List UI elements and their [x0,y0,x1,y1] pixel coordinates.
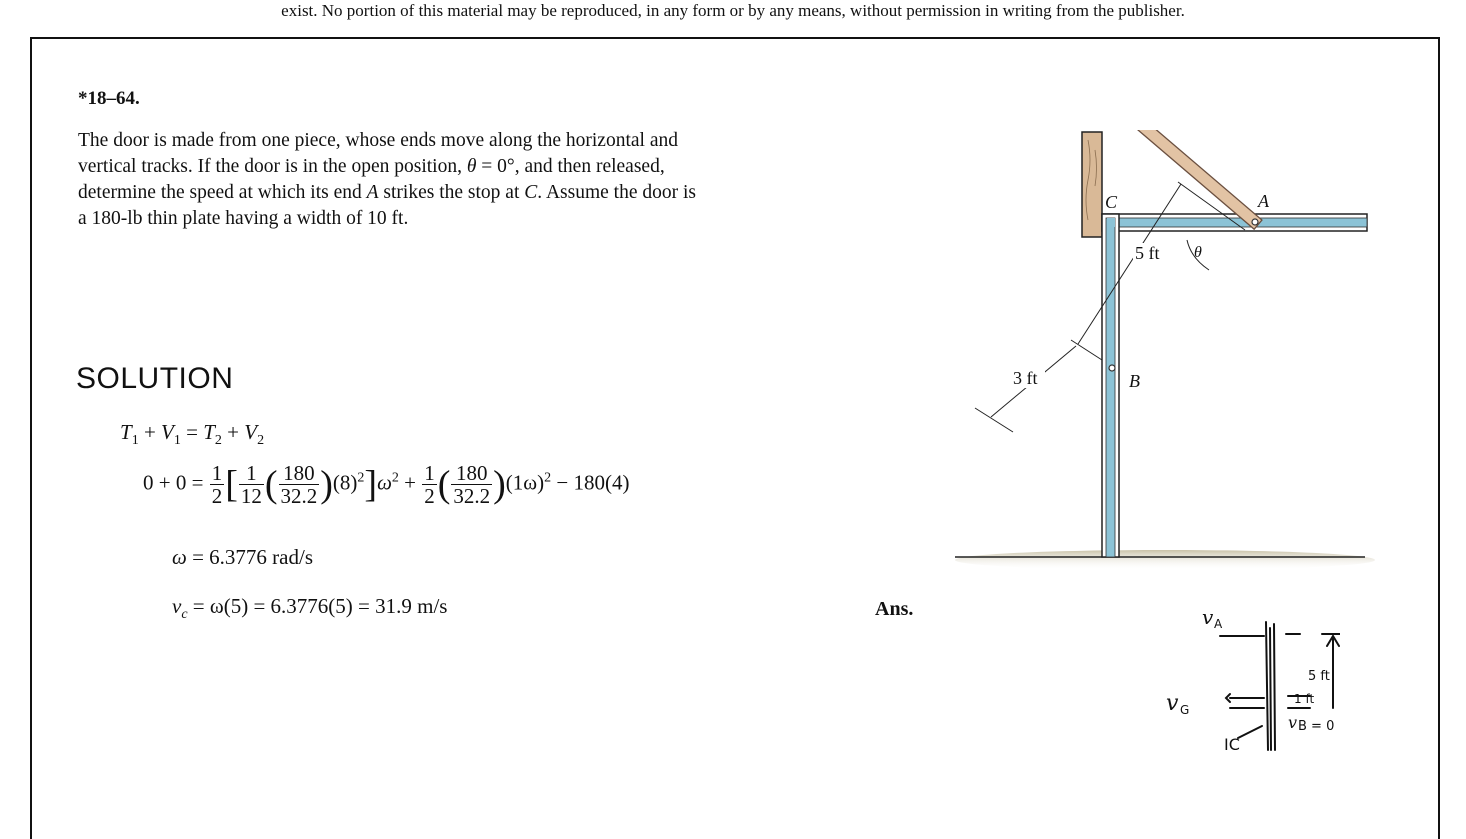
fraction [422,462,437,507]
theta-symbol: θ [466,156,477,177]
sketch-ic: IC [1224,735,1240,754]
frac-den: 2 [424,484,435,508]
eq3-omega: ω [172,545,187,569]
energy-substitution-equation: 0 + 0 = $\frac{1}{2}$ [ $\frac{1}{12}$ ( $\frac{180}{32.2}$ )$(8)^2]\omega^2$ + $\frac{1}{2}$ ( $\frac{180}{32.2}$ )$(1\omega)^2 - 180(4)$ [143,461,630,508]
eq4-value: = ω(5) = 6.3776(5) = 31.9 m/s [187,594,448,618]
frac-den: 32.2 [453,484,491,508]
horizontal-track-channel [1107,218,1367,227]
eq1-op: + [138,420,162,444]
fraction [451,462,492,507]
eq1-T1: T [120,420,132,444]
eq2-lhs: 0 + 0 = [143,470,209,495]
eq1-sub: 2 [257,433,265,449]
eq1-op: = [180,420,204,444]
eq1-op: + [221,420,245,444]
fraction [239,462,264,507]
wood-post [1082,132,1102,237]
eq2-omega: ω [377,470,392,495]
pin-b [1109,365,1115,371]
theta-label: θ [1194,244,1202,261]
handwritten-sketch [1160,600,1340,760]
point-c-symbol: C [524,182,538,203]
copyright-notice: exist. No portion of this material may be reproduced, in any form or by any means, without permission in writing from the publisher. [281,2,1185,20]
sketch-1ft: 1 ft [1294,692,1315,706]
eq2-velocity-term: (1ω) [505,470,545,495]
track-corner [1107,218,1115,227]
label-a: A [1258,191,1269,211]
sketch-vb-value: B = 0 [1298,719,1335,734]
problem-statement [78,128,698,232]
eq1-sub: 1 [131,433,139,449]
problem-text-part: = 0°, and then released, determine the speed at which its end [78,156,665,203]
frac-den: 32.2 [280,484,318,508]
sketch-vg-sub: G [1180,703,1190,717]
eq1-T2: T [203,420,215,444]
eq2-exponent: 2 [391,470,399,486]
velocity-result [172,594,447,623]
frac-den: 2 [211,484,223,508]
pin-a [1252,219,1258,225]
label-b: B [1129,371,1140,391]
problem-text-part: The door is made from one piece, whose ends move along the horizontal and vertical tracks. If the door is in the open position, [78,130,678,177]
fraction [210,462,225,507]
door-track-figure [955,130,1395,580]
sketch-va: v [1202,605,1214,629]
ground-shadow [955,550,1375,570]
eq1-V1: V [161,420,174,444]
eq3-value: = 6.3776 rad/s [186,545,313,569]
problem-number: *18–64. [78,88,140,109]
eq1-sub: 2 [214,433,222,449]
dim-3ft-label: 3 ft [1013,368,1038,388]
eq2-exponent: 2 [544,470,552,486]
sketch-5ft: 5 ft [1308,669,1330,684]
answer-label: Ans. [875,598,914,620]
eq4-v: v [172,594,182,618]
problem-text-part: . Assume the door is a 180-lb thin plate having a width of 10 ft. [78,182,696,229]
dim-5ft-label: 5 ft [1135,243,1160,263]
sketch-va-sub: A [1214,617,1223,631]
sketch-vg: v [1166,691,1179,716]
eq2-length-term: (8) [332,470,358,495]
problem-text-part: strikes the stop at [378,182,525,203]
frac-num: 1 [424,461,435,485]
energy-equation [120,420,264,449]
frac-num: 1 [211,461,223,485]
eq1-V2: V [244,420,258,444]
omega-result [172,545,313,570]
frac-den: 12 [240,484,262,508]
frac-num: 1 [239,462,264,485]
sketch-vb: v [1288,713,1298,732]
eq1-sub: 1 [173,433,181,449]
eq4-sub: c [181,607,188,623]
dim-extension-end [975,408,1013,432]
frac-num: 180 [451,462,492,485]
point-a-symbol: A [366,182,379,203]
dim-extension-mid [1071,340,1102,360]
label-c: C [1105,192,1118,212]
eq2-potential-term: − 180(4) [551,470,630,495]
vertical-track-channel [1106,218,1115,557]
solution-heading: SOLUTION [76,362,234,395]
fraction [279,462,320,507]
eq2-exponent: 2 [357,470,365,486]
frac-num: 180 [279,462,320,485]
